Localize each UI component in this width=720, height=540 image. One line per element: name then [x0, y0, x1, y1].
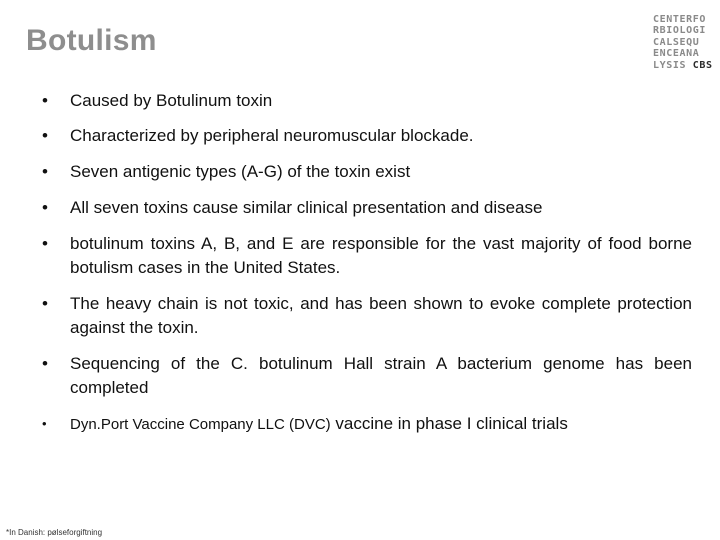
- bullet-marker: •: [42, 354, 48, 373]
- bullet-marker: •: [42, 162, 48, 181]
- logo-line: CENTERFO: [653, 14, 706, 25]
- bullet-item: [42, 89, 692, 113]
- bullet-marker: •: [42, 126, 48, 145]
- bullet-item: [42, 160, 692, 184]
- bullet-text: All seven toxins cause similar clinical presentation and disease: [70, 198, 543, 217]
- bullet-item: [42, 412, 692, 437]
- bullet-text: The heavy chain is not toxic, and has been shown to evoke complete protection against the toxin.: [70, 294, 692, 337]
- logo-line: CALSEQU: [653, 36, 700, 48]
- logo-line-text: LYSIS: [653, 59, 687, 71]
- logo-line: RBIOLOGI: [653, 25, 706, 37]
- logo-abbr: CBS: [692, 59, 713, 71]
- bullet-marker: •: [42, 416, 47, 431]
- bullet-text-small: Dyn.Port Vaccine Company LLC (DVC): [70, 416, 331, 433]
- logo-line: ENCEANA: [653, 48, 700, 60]
- bullet-text: Caused by Botulinum toxin: [70, 91, 273, 110]
- bullet-text: [70, 412, 692, 437]
- slide-title: Botulism: [26, 24, 157, 57]
- bullet-marker: •: [42, 234, 48, 253]
- bullet-item: [42, 232, 692, 280]
- bullet-item: [42, 124, 692, 148]
- bullet-marker: •: [42, 294, 48, 313]
- bullet-text: Sequencing of the C. botulinum Hall strain A bacterium genome has been completed: [70, 354, 692, 397]
- bullet-marker: •: [42, 198, 48, 217]
- bullet-item: [42, 292, 692, 340]
- bullet-item: [42, 352, 692, 400]
- bullet-marker: •: [42, 91, 48, 110]
- bullet-text: Seven antigenic types (A-G) of the toxin exist: [70, 162, 411, 181]
- bullet-item: [42, 196, 692, 220]
- bullet-text: Characterized by peripheral neuromuscular blockade.: [70, 126, 474, 145]
- footnote: *In Danish: pølseforgiftning: [6, 528, 103, 537]
- bullet-text: botulinum toxins A, B, and E are responsible for the vast majority of food borne botulism cases in the United States.: [70, 234, 692, 277]
- bullet-text-rest: vaccine in phase I clinical trials: [330, 414, 568, 433]
